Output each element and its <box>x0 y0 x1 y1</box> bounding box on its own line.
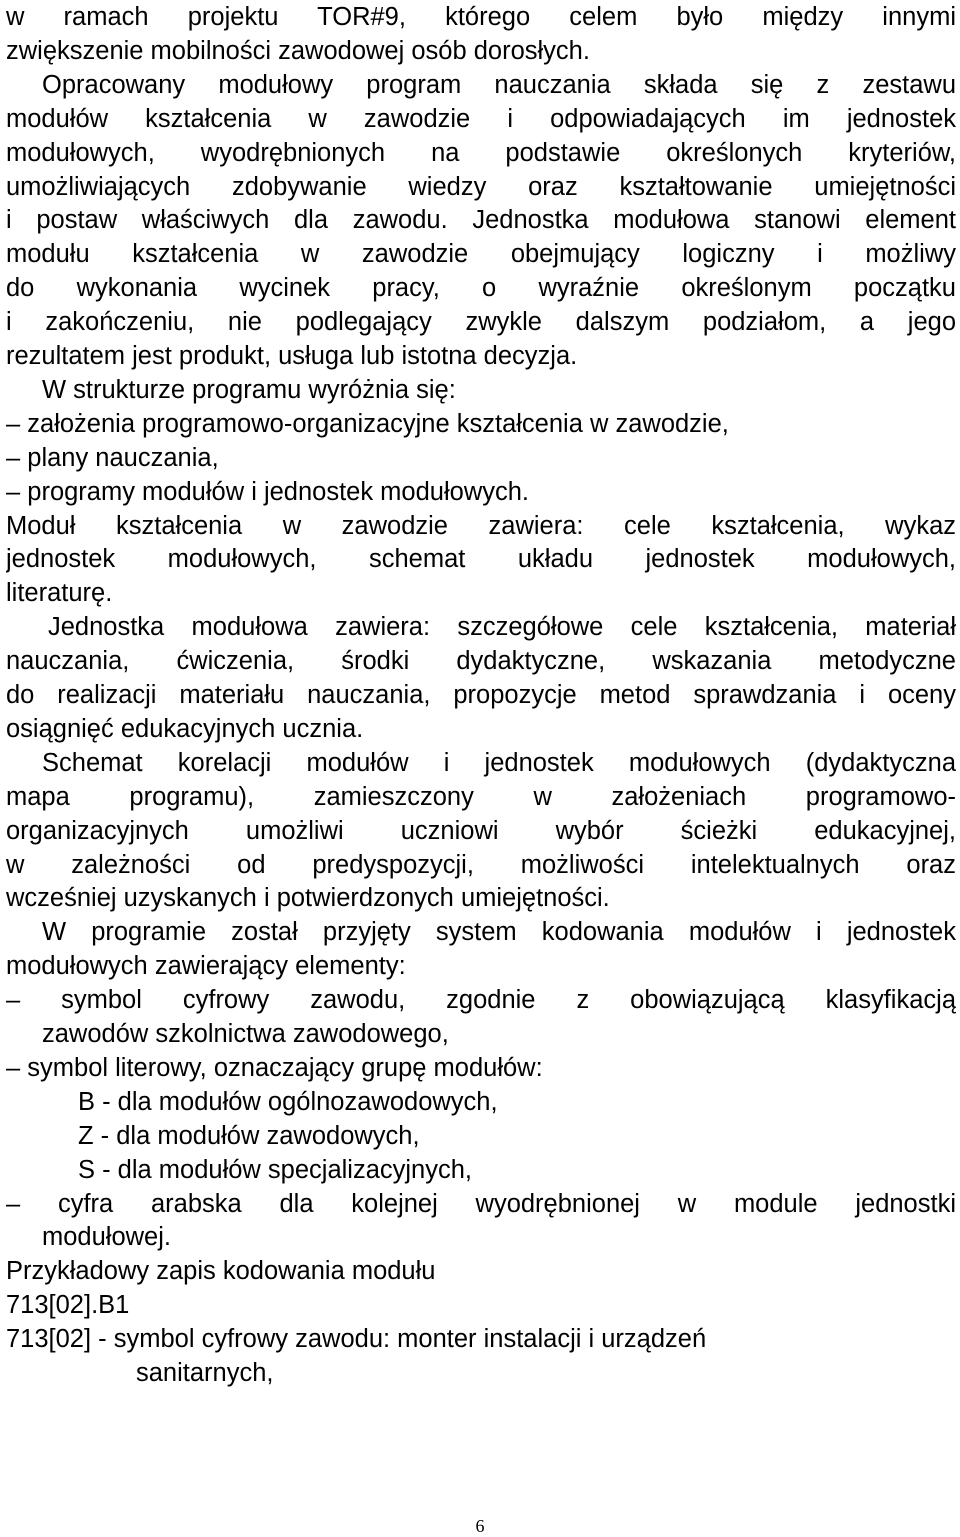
text-line: umożliwiających zdobywanie wiedzy oraz kształtowanie umiejętności <box>6 172 956 201</box>
text-line: Moduł kształcenia w zawodzie zawiera: cele kształcenia, wykaz <box>6 511 956 540</box>
text-line: sanitarnych, <box>136 1359 274 1387</box>
text-line: Opracowany modułowy program nauczania składa się z zestawu <box>42 70 956 99</box>
text-line: literaturę. <box>6 579 113 608</box>
text-line: w ramach projektu TOR#9, którego celem było między innymi <box>6 3 956 31</box>
text-line: zawodów szkolnictwa zawodowego, <box>42 1020 449 1048</box>
text-line: – programy modułów i jednostek modułowych. <box>6 477 529 506</box>
text-line: modułowych, wyodrębnionych na podstawie określonych kryteriów, <box>6 138 956 167</box>
text-line: w zależności od predyspozycji, możliwości intelektualnych oraz <box>6 850 956 879</box>
text-line: organizacyjnych umożliwi uczniowi wybór ścieżki edukacyjnej, <box>6 816 956 845</box>
text-line: – założenia programowo-organizacyjne kształcenia w zawodzie, <box>6 409 729 438</box>
text-line: Jednostka modułowa zawiera: szczegółowe cele kształcenia, materiał <box>48 613 956 642</box>
text-line: i postaw właściwych dla zawodu. Jednostka modułowa stanowi element <box>6 206 956 235</box>
text-line: modułu kształcenia w zawodzie obejmujący logiczny i możliwy <box>6 240 956 269</box>
text-line: do wykonania wycinek pracy, o wyraźnie określonym początku <box>6 274 956 303</box>
text-line: 713[02] - symbol cyfrowy zawodu: monter instalacji i urządzeń <box>6 1325 707 1354</box>
text-line: wcześniej uzyskanych i potwierdzonych umiejętności. <box>6 884 610 913</box>
text-line: zwiększenie mobilności zawodowej osób dorosłych. <box>6 36 590 65</box>
text-line: W programie został przyjęty system kodowania modułów i jednostek <box>42 918 956 947</box>
text-line: mapa programu), zamieszczony w założeniach programowo- <box>6 782 956 811</box>
text-line: B - dla modułów ogólnozawodowych, <box>78 1087 498 1116</box>
text-line: Schemat korelacji modułów i jednostek modułowych (dydaktyczna <box>42 748 956 777</box>
text-line: modułowej. <box>42 1223 171 1252</box>
text-line: W strukturze programu wyróżnia się: <box>42 375 456 404</box>
text-line: S - dla modułów specjalizacyjnych, <box>78 1155 473 1184</box>
text-line: i zakończeniu, nie podlegający zwykle dalszym podziałom, a jego <box>6 308 956 337</box>
text-line: jednostek modułowych, schemat układu jednostek modułowych, <box>6 545 956 574</box>
text-line: Z - dla modułów zawodowych, <box>78 1121 420 1150</box>
page-number: 6 <box>475 1516 485 1536</box>
text-line: modułów kształcenia w zawodzie i odpowiadających im jednostek <box>6 104 956 133</box>
text-line: rezultatem jest produkt, usługa lub istotna decyzja. <box>6 342 578 370</box>
text-line: nauczania, ćwiczenia, środki dydaktyczne, wskazania metodyczne <box>6 647 956 676</box>
text-line: – plany nauczania, <box>6 443 219 472</box>
text-line: – cyfra arabska dla kolejnej wyodrębnionej w module jednostki <box>6 1189 956 1218</box>
text-line: osiągnięć edukacyjnych ucznia. <box>6 714 364 743</box>
text-line: modułowych zawierający elementy: <box>6 952 406 981</box>
text-line: – symbol literowy, oznaczający grupę modułów: <box>6 1053 543 1082</box>
text-line: – symbol cyfrowy zawodu, zgodnie z obowiązującą klasyfikacją <box>6 986 956 1015</box>
text-line: 713[02].B1 <box>6 1291 130 1320</box>
text-line: Przykładowy zapis kodowania modułu <box>6 1257 436 1286</box>
text-line: do realizacji materiału nauczania, propozycje metod sprawdzania i oceny <box>6 681 956 709</box>
